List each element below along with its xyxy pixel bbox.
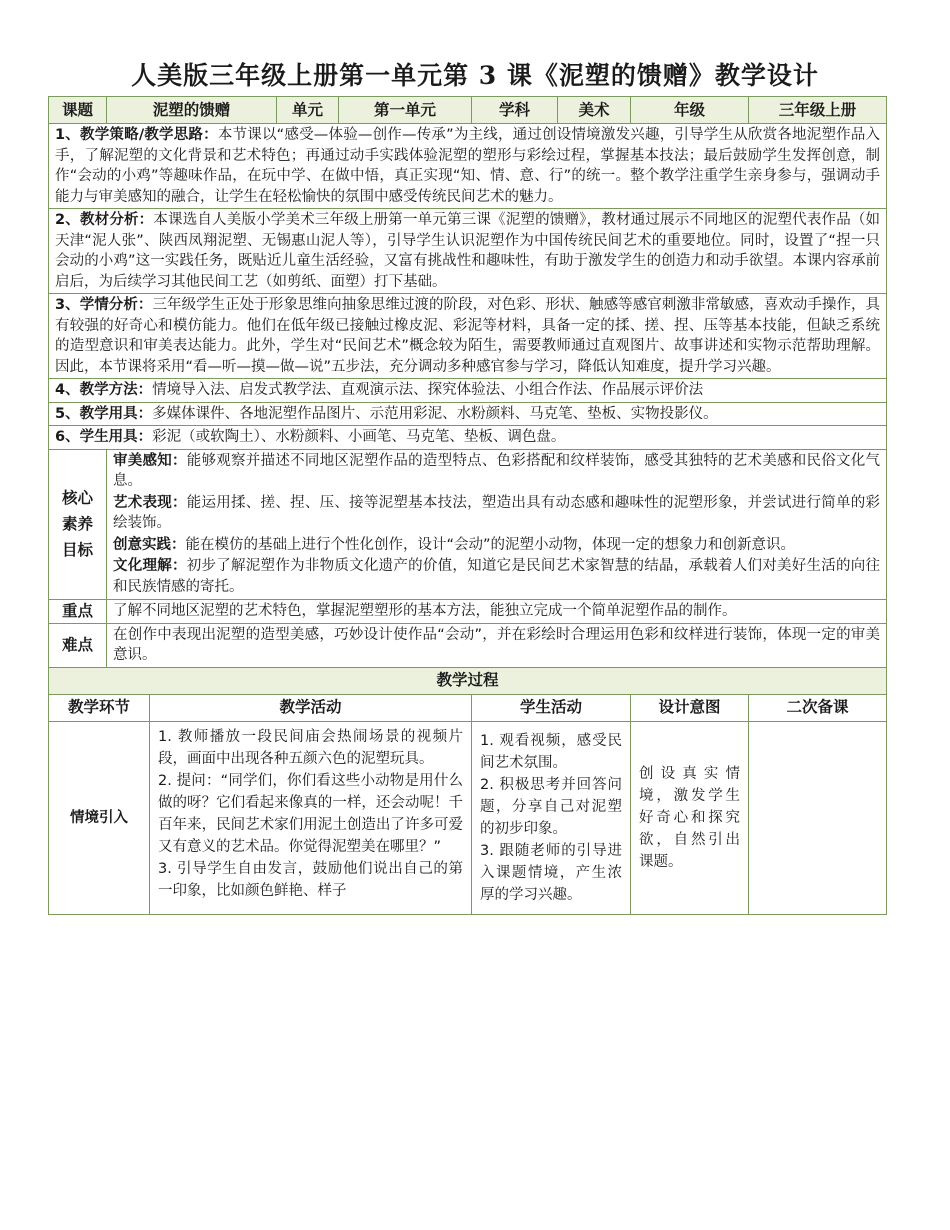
info-key-subject: 课题: [49, 97, 107, 124]
column-teacher-activity: 教学活动: [150, 694, 472, 721]
teacher-step: 2. 提问：“同学们，你们看这些小动物是用什么做的呀？它们看起来像真的一样，还会动呢！千百年来，民间艺术家们用泥土创造出了许多可爱又有意义的艺术品。你觉得泥塑美在哪里？”: [158, 772, 464, 855]
difficult-point-label: 难点: [49, 623, 107, 667]
info-value-grade: 三年级上册: [749, 97, 887, 124]
column-student-activity: 学生活动: [472, 694, 631, 721]
section-heading: 1、教学策略/教学思路：: [55, 127, 218, 143]
core-item-text: 能运用揉、搓、捏、压、接等泥塑基本技法，塑造出具有动态感和趣味性的泥塑形象，并尝试进行简单的彩绘装饰。: [113, 494, 881, 531]
info-value-subject: 泥塑的馈赠: [107, 97, 277, 124]
section-teacher-tools: [49, 402, 887, 426]
section-text: 多媒体课件、各地泥塑作品图片、示范用彩泥、水粉颜料、马克笔、垫板、实物投影仪。: [152, 405, 718, 422]
column-design-intent: 设计意图: [631, 694, 749, 721]
section-heading: 3、学情分析：: [55, 297, 153, 313]
process-row: [49, 721, 887, 914]
lesson-plan-table: [48, 96, 887, 915]
core-item-creativity: [113, 535, 880, 556]
section-methods: [49, 379, 887, 403]
section-material: [49, 209, 887, 294]
revision-notes-cell: [749, 721, 887, 914]
section-text: 本课选自人美版小学美术三年级上册第一单元第三课《泥塑的馈赠》，教材通过展示不同地区的泥塑代表作品（如天津“泥人张”、陕西凤翔泥塑、无锡惠山泥人等），引导学生认识泥塑作为中国传统民间艺术的重要地位。同时，设置了“捏一只会动的小鸡”这一实践任务，既贴近儿童生活经验，又富有挑战性和趣味性，有助于激发学生的创造力和动手欲望。本课内容承前启后，为后续学习其他民间工艺（如剪纸、面塑）打下基础。: [55, 212, 881, 290]
key-point-text: 了解不同地区泥塑的艺术特色，掌握泥塑塑形的基本方法，能独立完成一个简单泥塑作品的制作。: [107, 600, 887, 624]
core-competency-row: [49, 449, 887, 600]
section-text: 三年级学生正处于形象思维向抽象思维过渡的阶段，对色彩、形状、触感等感官刺激非常敏感，喜欢动手操作，具有较强的好奇心和模仿能力。他们在低年级已接触过橡皮泥、彩泥等材料，具备一定的揉、搓、捏、压等基本技能，但缺乏系统的造型意识和审美表达能力。此外，学生对“民间艺术”概念较为陌生，需要教师通过直观图片、故事讲述和实物示范帮助理解。因此，本节课将采用“看—听—摸—做—说”五步法，充分调动多种感官参与学习，降低认知难度，提升学习兴趣。: [55, 297, 881, 375]
student-step: 2. 积极思考并回答问题，分享自己对泥塑的初步印象。: [480, 776, 623, 837]
student-step: 3. 跟随老师的引导进入课题情境，产生浓厚的学习兴趣。: [480, 842, 623, 903]
column-stage: 教学环节: [49, 694, 150, 721]
core-item-heading: 艺术表现：: [113, 494, 187, 511]
section-heading: 6、学生用具：: [55, 429, 153, 445]
key-point-label: 重点: [49, 600, 107, 624]
section-learners: [49, 294, 887, 379]
info-value-discipline: 美术: [558, 97, 631, 124]
core-item-aesthetic: [113, 451, 880, 492]
process-stage: 情境引入: [49, 721, 150, 914]
student-step: 1. 观看视频，感受民间艺术氛围。: [480, 732, 623, 771]
core-item-text: 能在模仿的基础上进行个性化创作，设计“会动”的泥塑小动物，体现一定的想象力和创新意识。: [185, 536, 796, 553]
teacher-step: 3. 引导学生自由发言，鼓励他们说出自己的第一印象，比如颜色鲜艳、样子: [158, 860, 464, 899]
key-point-row: [49, 600, 887, 624]
section-heading: 5、教学用具：: [55, 405, 153, 422]
section-text: 情境导入法、启发式教学法、直观演示法、探究体验法、小组合作法、作品展示评价法: [152, 382, 704, 398]
core-item-heading: 文化理解：: [113, 558, 187, 574]
teacher-step: 1. 教师播放一段民间庙会热闹场景的视频片段，画面中出现各种五颜六色的泥塑玩具。: [158, 728, 464, 767]
section-strategy: [49, 124, 887, 209]
difficult-point-row: [49, 623, 887, 667]
info-key-grade: 年级: [631, 97, 749, 124]
process-title: 教学过程: [49, 667, 887, 694]
section-text: 本节课以“感受—体验—创作—传承”为主线，通过创设情境激发兴趣，引导学生从欣赏各地泥塑作品入手，了解泥塑的文化背景和艺术特色；再通过动手实践体验泥塑的塑形与彩绘过程，掌握基本技法；最后鼓励学生发挥创意，制作“会动的小鸡”等趣味作品，在玩中学、在做中悟，真正实现“知、情、意、行”的统一。整个教学注重学生亲身参与，强调动手能力与审美感知的融合，让学生在轻松愉快的氛围中感受传统民间艺术的魅力。: [55, 127, 881, 205]
core-item-heading: 创意实践：: [113, 536, 186, 553]
core-item-expression: [113, 493, 880, 534]
section-text: 彩泥（或软陶土）、水粉颜料、小画笔、马克笔、垫板、调色盘。: [152, 429, 566, 445]
core-item-text: 能够观察并描述不同地区泥塑作品的造型特点、色彩搭配和纹样装饰，感受其独特的艺术美感和民俗文化气息。: [113, 452, 881, 489]
core-item-heading: 审美感知：: [113, 452, 187, 469]
process-band: [49, 667, 887, 694]
info-row: [49, 97, 887, 124]
section-student-tools: [49, 426, 887, 450]
core-item-culture: [113, 556, 880, 597]
section-heading: 4、教学方法：: [55, 382, 153, 398]
page-title: 人美版三年级上册第一单元第 3 课《泥塑的馈赠》教学设计: [131, 61, 819, 90]
column-revision-notes: 二次备课: [749, 694, 887, 721]
info-value-unit: 第一单元: [339, 97, 472, 124]
design-intent-cell: 创设真实情境，激发学生好奇心和探究欲，自然引出课题。: [631, 721, 749, 914]
teacher-activity-cell: [150, 721, 472, 914]
difficult-point-text: 在创作中表现出泥塑的造型美感，巧妙设计使作品“会动”，并在彩绘时合理运用色彩和纹样进行装饰，体现一定的审美意识。: [107, 623, 887, 667]
section-heading: 2、教材分析：: [55, 212, 154, 228]
core-competency-label: 核心素养目标: [49, 449, 107, 600]
info-key-unit: 单元: [277, 97, 339, 124]
core-item-text: 初步了解泥塑作为非物质文化遗产的价值，知道它是民间艺术家智慧的结晶，承载着人们对美好生活的向往和民族情感的寄托。: [113, 558, 881, 595]
process-header-row: [49, 694, 887, 721]
student-activity-cell: [472, 721, 631, 914]
info-key-discipline: 学科: [472, 97, 558, 124]
